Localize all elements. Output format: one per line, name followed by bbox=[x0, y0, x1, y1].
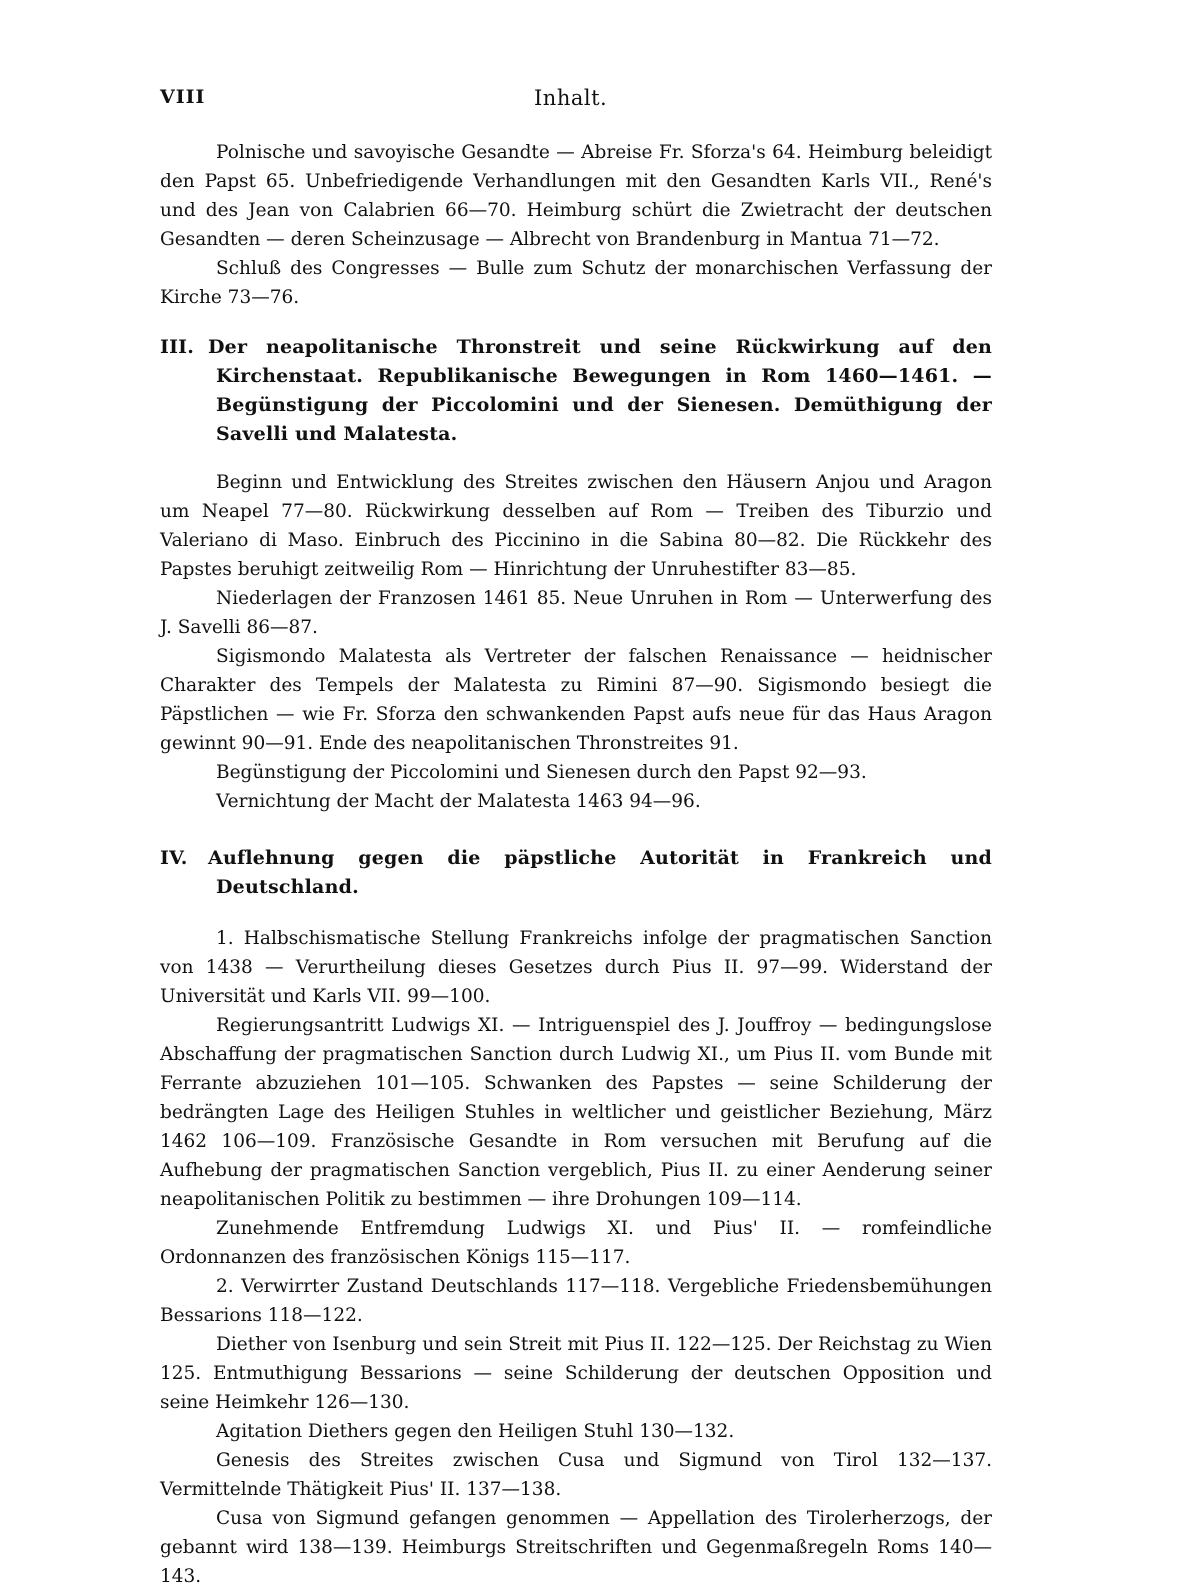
para-beginn-streites: Beginn und Entwicklung des Streites zwischen den Häusern Anjou und Aragon um Neapel 77—80. Rückwirkung desselben auf Rom — Treiben des Tiburzio und Valeriano di Maso. Einbruch des Piccinino in die Sabina 80—82. Die Rückkehr des Papstes beruhigt zeitweilig Rom — Hinrichtung der Unruhestifter 83—85. bbox=[160, 472, 992, 580]
para-halbschismatische-stellung: 1. Halbschismatische Stellung Frankreichs infolge der pragmatischen Sanction von 1438 — Verurtheilung dieses Gesetzes durch Pius II. 97—99. Widerstand der Universität und Karls VII. 99—100. bbox=[160, 928, 992, 1007]
para-niederlagen-franzosen: Niederlagen der Franzosen 1461 85. Neue Unruhen in Rom — Unterwerfung des J. Savelli 86—87. bbox=[160, 588, 992, 638]
para-beguenstigung-piccolomini: Begünstigung der Piccolomini und Sienesen durch den Papst 92—93. bbox=[216, 762, 867, 783]
page-header bbox=[160, 86, 992, 116]
section-number: III. bbox=[160, 336, 195, 358]
section-heading-iii bbox=[160, 333, 992, 449]
para-schluss-congresses: Schluß des Congresses — Bulle zum Schutz der monarchischen Verfassung der Kirche 73—76. bbox=[160, 258, 992, 308]
para-regierungsantritt-ludwigs: Regierungsantritt Ludwigs XI. — Intriguenspiel des J. Jouffroy — bedingungslose Abschaffung der pragmatischen Sanction durch Ludwig XI., um Pius II. vom Bunde mit Ferrante abzuziehen 101—105. Schwanken des Papstes — seine Schilderung der bedrängten Lage des Heiligen Stuhles in weltlicher und geistlicher Beziehung, März 1462 106—109. Französische Gesandte in Rom versuchen mit Berufung auf die Aufhebung der pragmatischen Sanction vergeblich, Pius II. zu einer Aenderung seiner neapolitanischen Politik zu bestimmen — ihre Drohungen 109—114. bbox=[160, 1015, 992, 1210]
para-vernichtung-malatesta: Vernichtung der Macht der Malatesta 1463 94—96. bbox=[216, 791, 701, 812]
section-title: Auflehnung gegen die päpstliche Autorität in Frankreich und Deutschland. bbox=[208, 847, 992, 898]
spacer bbox=[160, 449, 992, 468]
section-title: Der neapolitanische Thronstreit und seine Rückwirkung auf den Kirchenstaat. Republikanische Bewegungen in Rom 1460—1461. — Begünstigung der Piccolomini und der Sienesen. Demüthigung der Savelli und Malatesta. bbox=[208, 336, 992, 445]
para-cusa-gefangen: Cusa von Sigmund gefangen genommen — Appellation des Tirolerherzogs, der gebannt wird 138—139. Heimburgs Streitschriften und Gegenmaßregeln Roms 140—143. bbox=[160, 1508, 992, 1587]
para-polnische-gesandte: Polnische und savoyische Gesandte — Abreise Fr. Sforza's 64. Heimburg beleidigt den Papst 65. Unbefriedigende Verhandlungen mit den Gesandten Karls VII., René's und des Jean von Calabrien 66—70. Heimburg schürt die Zwietracht der deutschen Gesandten — deren Scheinzusage — Albrecht von Brandenburg in Mantua 71—72. bbox=[160, 142, 992, 250]
para-zunehmende-entfremdung: Zunehmende Entfremdung Ludwigs XI. und Pius' II. — romfeindliche Ordonnanzen des französischen Königs 115—117. bbox=[160, 1218, 992, 1268]
para-agitation-diethers: Agitation Diethers gegen den Heiligen Stuhl 130—132. bbox=[216, 1421, 735, 1442]
para-genesis-streites: Genesis des Streites zwischen Cusa und Sigmund von Tirol 132—137. Vermittelnde Thätigkeit Pius' II. 137—138. bbox=[160, 1450, 992, 1500]
para-diether-von-isenburg: Diether von Isenburg und sein Streit mit Pius II. 122—125. Der Reichstag zu Wien 125. Entmuthigung Bessarions — seine Schilderung der deutschen Opposition und seine Heimkehr 126—130. bbox=[160, 1334, 992, 1413]
running-title: Inhalt. bbox=[534, 86, 608, 110]
section-number: IV. bbox=[160, 847, 188, 869]
spacer bbox=[160, 312, 992, 333]
spacer bbox=[160, 816, 992, 844]
para-verwirrter-zustand: 2. Verwirrter Zustand Deutschlands 117—118. Vergebliche Friedensbemühungen Bessarions 118—122. bbox=[160, 1276, 992, 1326]
spacer bbox=[160, 902, 992, 924]
page-number: VIII bbox=[160, 86, 206, 108]
section-heading-iv bbox=[160, 844, 992, 902]
para-sigismondo-malatesta: Sigismondo Malatesta als Vertreter der falschen Renaissance — heidnischer Charakter des Tempels der Malatesta zu Rimini 87—90. Sigismondo besiegt die Päpstlichen — wie Fr. Sforza den schwankenden Papst aufs neue für das Haus Aragon gewinnt 90—91. Ende des neapolitanischen Thronstreites 91. bbox=[160, 646, 992, 754]
table-of-contents bbox=[160, 138, 992, 1591]
